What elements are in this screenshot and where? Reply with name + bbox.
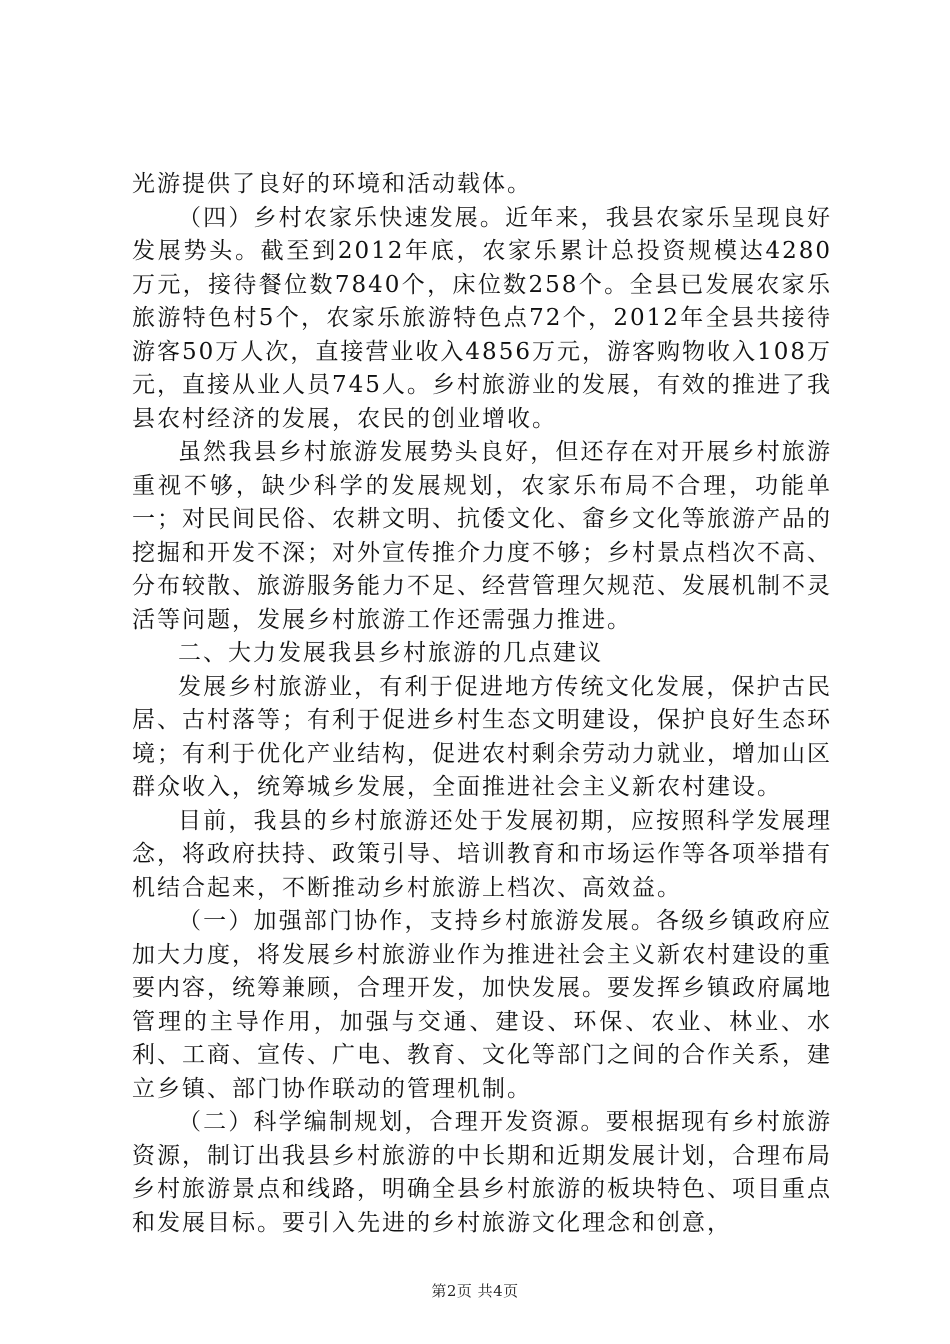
page-number-footer: 第2页 共4页 [431,1282,519,1300]
paragraph-continuation: 光游提供了良好的环境和活动载体。 [132,171,532,197]
section-heading-suggestions: 二、大力发展我县乡村旅游的几点建议 [178,640,603,666]
paragraph-problems: 虽然我县乡村旅游发展势头良好，但还存在对开展乡村旅游重视不够，缺少科学的发展规划，农家乐布局不合理，功能单一；对民间民俗、农耕文明、抗倭文化、畲乡文化等旅游产品的挖掘和开发不深；对外宣传推介力度不够；乡村景点档次不高、分布较散、旅游服务能力不足、经营管理欠规范、发展机制不灵活等问题，发展乡村旅游工作还需强力推进。 [132,439,832,633]
paragraph-current-stage: 目前，我县的乡村旅游还处于发展初期，应按照科学发展理念，将政府扶持、政策引导、培训教育和市场运作等各项举措有机结合起来，不断推动乡村旅游上档次、高效益。 [132,807,832,901]
paragraph-department-cooperation: （一）加强部门协作，支持乡村旅游发展。各级乡镇政府应加大力度，将发展乡村旅游业作为推进社会主义新农村建设的重要内容，统筹兼顾，合理开发，加快发展。要发挥乡镇政府属地管理的主导作用，加强与交通、建设、环保、农业、林业、水利、工商、宣传、广电、教育、文化等部门之间的合作关系，建立乡镇、部门协作联动的管理机制。 [132,908,832,1102]
paragraph-planning: （二）科学编制规划，合理开发资源。要根据现有乡村旅游资源，制订出我县乡村旅游的中长期和近期发展计划，合理布局乡村旅游景点和线路，明确全县乡村旅游的板块特色、项目重点和发展目标。要引入先进的乡村旅游文化理念和创意， [132,1109,832,1236]
document-body [132,168,832,1240]
paragraph-benefits: 发展乡村旅游业，有利于促进地方传统文化发展，保护古民居、古村落等；有利于促进乡村生态文明建设，保护良好生态环境；有利于优化产业结构，促进农村剩余劳动力就业，增加山区群众收入，统筹城乡发展，全面推进社会主义新农村建设。 [132,673,832,800]
paragraph-rural-farmstay: （四）乡村农家乐快速发展。近年来，我县农家乐呈现良好发展势头。截至到2012年底，农家乐累计总投资规模达4280万元，接待餐位数7840个，床位数258个。全县已发展农家乐旅游特色村5个，农家乐旅游特色点72个，2012年全县共接待游客50万人次，直接营业收入4856万元，游客购物收入108万元，直接从业人员745人。乡村旅游业的发展，有效的推进了我县农村经济的发展，农民的创业增收。 [132,204,832,432]
